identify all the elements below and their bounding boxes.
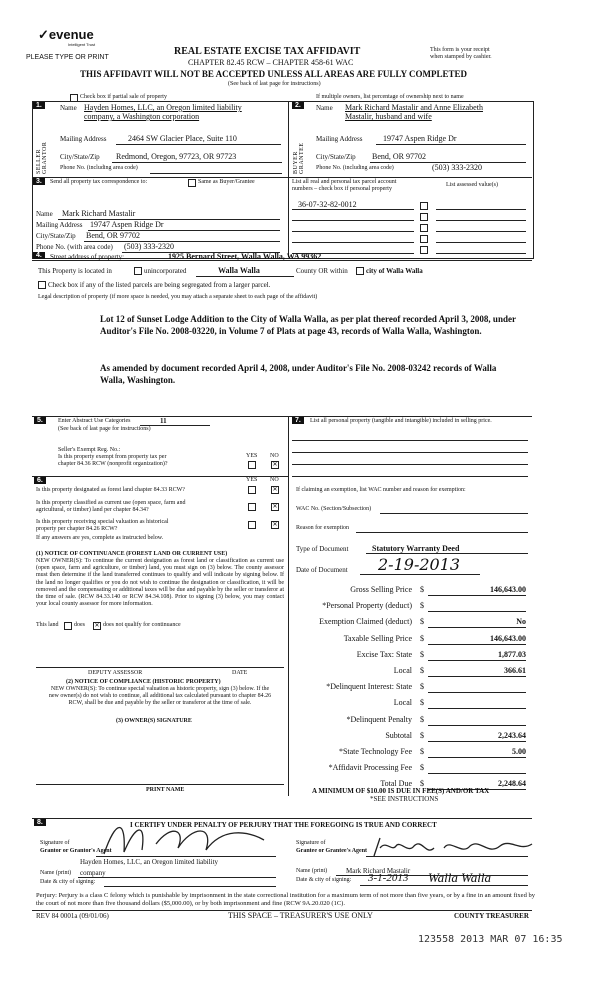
form-warning: THIS AFFIDAVIT WILL NOT BE ACCEPTED UNLESS ALL AREAS ARE FULLY COMPLETED	[80, 69, 468, 79]
city-of-checkbox[interactable]	[356, 267, 364, 275]
treasurer-space: THIS SPACE – TREASURER'S USE ONLY	[228, 911, 373, 920]
money-row-label: Taxable Selling Price	[343, 634, 412, 643]
exempt-question-1: Is this property exempt from property tax per	[58, 454, 167, 460]
see-instructions: *SEE INSTRUCTIONS	[370, 795, 439, 803]
notice-continuance-text: NEW OWNER(S): To continue the current designation as forest land or classification as current use (open space, farm and agriculture, or timber) land, you must sign on (3) below. The county assessor must then determine if the land transferred continues to qualify and will indicate by signing below. If the land no longer qualifies or you do not wish to continue the designation or classification, it will be removed and the compensating or additional taxes will be due and payable by the seller or transferor at the time of sale. (RCW 84.33.140 or RCW 84.34.108). Prior to signing (3) below, you may contact your local county assessor for more information.	[36, 558, 284, 608]
print-name-label: PRINT NAME	[146, 787, 185, 793]
money-row	[292, 698, 528, 710]
assessed-heading: List assessed value(s)	[446, 182, 498, 188]
property-county: Walla Walla	[218, 266, 260, 275]
no-header-5: NO	[270, 453, 279, 459]
parcel-2-checkbox[interactable]	[420, 213, 428, 221]
dollar-sign: $	[420, 617, 424, 626]
certify-statement: I CERTIFY UNDER PENALTY OF PERJURY THAT THE FOREGOING IS TRUE AND CORRECT	[130, 821, 437, 829]
money-row	[292, 634, 528, 646]
money-row-value: 366.61	[504, 666, 526, 675]
money-row-value: 2,248.64	[498, 779, 526, 788]
money-row-label: Exemption Claimed (deduct)	[319, 617, 412, 626]
perjury-statement: Perjury: Perjury is a class C felony which is punishable by imprisonment in the state correctional institution for a maximum term of not more than five years, or by a fine in an amount fixed by the court of not more than five thousand dollars ($5,000.00), or by both imprisonment and fine (RCW 9A.20.020 (1C).	[36, 892, 535, 907]
property-street: 1925 Bernard Street, Walla Walla, WA 99362	[168, 252, 322, 261]
grantor-name-print-label: Name (print)	[40, 870, 72, 876]
current-use-question-2: agricultural, or timber) land per chapter 84.34?	[36, 507, 149, 513]
legal-description-2: As amended by document recorded April 4, 2008, under Auditor's File No. 2008-03242 records of Walla Walla, Washington.	[100, 363, 497, 385]
reason-label: Reason for exemption	[296, 525, 349, 531]
forest-no-checkbox[interactable]: ✕	[272, 487, 278, 493]
buyer-name-2: Mastalir, husband and wife	[345, 112, 432, 121]
seller-name-label: Name	[60, 104, 77, 112]
section-3-badge: 3.	[33, 178, 45, 185]
dollar-sign: $	[420, 763, 424, 772]
money-row-label: Total Due	[380, 779, 412, 788]
buyer-mailing: 19747 Aspen Ridge Dr	[383, 134, 457, 143]
form-see-back: (See back of last page for instructions)	[228, 81, 321, 87]
money-row-label: *Delinquent Penalty	[346, 715, 412, 724]
notice-compliance-text: NEW OWNER(S): To continue special valuation as historic property, sign (3) below. If the new owner(s) do not wish to continue, all additional tax calculated pursuant to chapter 84.26 RCW, shall be due and payable by the seller or transferor at the time of sale.	[48, 686, 272, 707]
exemption-claim-label: If claiming an exemption, list WAC number and reason for exemption:	[296, 487, 466, 493]
receipt-stamp: 123558 2013 MAR 07 16:35	[418, 934, 563, 945]
grantee-city: Walla Walla	[428, 870, 491, 885]
special-valuation-question-2: property per chapter 84.26 RCW?	[36, 526, 118, 532]
special-valuation-no-checkbox[interactable]: ✕	[272, 522, 278, 528]
buyer-phone-label: Phone No. (including area code)	[316, 165, 394, 171]
located-in-label: This Property is located in	[38, 267, 112, 275]
money-row-value: 146,643.00	[490, 634, 526, 643]
money-row	[292, 617, 528, 629]
logo-brand: evenue	[48, 27, 94, 42]
parcel-4-checkbox[interactable]	[420, 235, 428, 243]
money-row	[292, 601, 528, 613]
seller-city: Redmond, Oregon, 97723, OR 97723	[116, 152, 237, 161]
notice-compliance-title: (2) NOTICE OF COMPLIANCE (HISTORIC PROPERTY)	[66, 679, 221, 685]
grantor-sig-label-2: Grantor or Grantor's Agent	[40, 848, 112, 854]
current-use-yes-checkbox[interactable]	[248, 503, 256, 511]
seller-mailing-label: Mailing Address	[60, 135, 107, 143]
tax-name: Mark Richard Mastalir	[62, 209, 136, 218]
this-land-label: This land	[36, 622, 59, 628]
money-row	[292, 666, 528, 678]
abstract-label: Enter Abstract Use Categories	[58, 418, 131, 424]
form-title: REAL ESTATE EXCISE TAX AFFIDAVIT	[174, 46, 361, 57]
personal-property-label: List all personal property (tangible and intangible) included in selling price.	[310, 418, 492, 424]
section-4-badge: 4.	[33, 252, 45, 259]
notice-continuance-title: (1) NOTICE OF CONTINUANCE (FOREST LAND OR CURRENT USE)	[36, 551, 228, 557]
section-5-badge: 5.	[34, 417, 46, 424]
dollar-sign: $	[420, 731, 424, 740]
abstract-see-back: (See back of last page for instructions)	[58, 426, 151, 432]
dollar-sign: $	[420, 666, 424, 675]
seller-city-label: City/State/Zip	[60, 153, 100, 161]
doc-date-label: Date of Document	[296, 566, 348, 574]
current-use-no-checkbox[interactable]: ✕	[272, 504, 278, 510]
form-chapter: CHAPTER 82.45 RCW – CHAPTER 458-61 WAC	[188, 58, 354, 67]
special-valuation-question-1: Is this property receiving special valuation as historical	[36, 519, 169, 525]
money-row-label: Local	[393, 698, 412, 707]
exempt-reg-label: Seller's Exempt Reg. No.:	[58, 447, 121, 453]
please-type: PLEASE TYPE OR PRINT	[26, 54, 109, 61]
unincorporated-label: unincorporated	[144, 267, 187, 275]
receipt-note-2: when stamped by cashier.	[430, 54, 492, 60]
legal-description-1: Lot 12 of Sunset Lodge Addition to the City of Walla Walla, as per plat thereof recorded April 3, 2008, under Auditor's File No. 2008-03220, in Volume 7 of Plats at page 43, records of Walla Walla, Washington.	[100, 314, 516, 336]
money-row-label: *Affidavit Processing Fee	[328, 763, 412, 772]
logo-tagline: Intelligent Trust	[68, 42, 96, 47]
money-row	[292, 650, 528, 662]
special-valuation-yes-checkbox[interactable]	[248, 521, 256, 529]
money-row	[292, 682, 528, 694]
receipt-note-1: This form is your receipt	[430, 47, 490, 53]
parcel-number: 36-07-32-82-0012	[298, 200, 357, 209]
section-6-badge: 6.	[34, 477, 46, 484]
if-yes-note: If any answers are yes, complete as instructed below.	[36, 535, 164, 541]
deputy-assessor-label: DEPUTY ASSESSOR	[88, 670, 143, 676]
grantee-name: Mark Richard Mastalir	[346, 867, 411, 875]
county-label: County OR within	[296, 267, 348, 275]
money-row-value: 5.00	[512, 747, 526, 756]
parcel-heading-1: List all real and personal tax parcel account	[292, 179, 397, 185]
section-2-badge: 2.	[292, 102, 304, 109]
logo-check-icon: ✓	[38, 27, 49, 42]
section-8-badge: 8.	[34, 819, 46, 826]
tax-city-label: City/State/Zip	[36, 232, 76, 240]
seller-phone-label: Phone No. (including area code)	[60, 165, 138, 171]
dollar-sign: $	[420, 747, 424, 756]
seller-vertical-label: SELLER GRANTOR	[36, 141, 48, 174]
money-row-value: 2,243.64	[498, 731, 526, 740]
money-row-label: Excise Tax: State	[356, 650, 412, 659]
money-row-label: Local	[393, 666, 412, 675]
logo	[38, 26, 95, 47]
tax-mailing-label: Mailing Address	[36, 221, 83, 229]
grantor-date-city-label: Date & city of signing:	[40, 879, 96, 885]
tax-phone: (503) 333-2320	[124, 242, 174, 251]
seller-name-2: company, a Washington corporation	[84, 112, 200, 121]
same-as-buyer-checkbox[interactable]	[188, 179, 196, 187]
grantee-sig-label-1: Signature of	[296, 840, 326, 846]
buyer-mailing-label: Mailing Address	[316, 135, 363, 143]
street-label: Street address of property:	[50, 253, 125, 261]
exempt-question-2: chapter 84.36 RCW (nonprofit organization)?	[58, 461, 168, 467]
dollar-sign: $	[420, 601, 424, 610]
unincorporated-checkbox[interactable]	[134, 267, 142, 275]
tax-name-label: Name	[36, 210, 53, 218]
partial-sale-label: Check box if partial sale of property	[80, 94, 167, 100]
minimum-fee-notice: A MINIMUM OF $10.00 IS DUE IN FEE(S) AND/OR TAX	[312, 787, 490, 795]
forest-question: Is this property designated as forest land chapter 84.33 RCW?	[36, 487, 185, 493]
grantee-date-label: Date & city of signing:	[296, 877, 352, 883]
segregated-label: Check box if any of the listed parcels are being segregated from a larger parcel.	[48, 281, 271, 289]
dollar-sign: $	[420, 715, 424, 724]
current-use-question-1: Is this property classified as current use (open space, farm and	[36, 500, 186, 506]
buyer-vertical-label: BUYER GRANTEE	[293, 142, 305, 174]
tax-phone-label: Phone No. (with area code)	[36, 243, 113, 251]
doc-type: Statutory Warranty Deed	[372, 544, 460, 553]
dollar-sign: $	[420, 779, 424, 788]
dollar-sign: $	[420, 585, 424, 594]
money-row-label: Gross Selling Price	[350, 585, 412, 594]
dollar-sign: $	[420, 650, 424, 659]
same-as-buyer-label: Same as Buyer/Grantee	[198, 179, 255, 185]
deputy-date-label: DATE	[232, 670, 248, 676]
forest-yes-checkbox[interactable]	[248, 486, 256, 494]
money-row	[292, 763, 528, 775]
parcel-5-checkbox[interactable]	[420, 246, 428, 254]
section-7-badge: 7.	[292, 417, 304, 424]
seller-name-1: Hayden Homes, LLC, an Oregon limited liability	[84, 103, 242, 112]
money-row-label: *Delinquent Interest: State	[326, 682, 412, 691]
abstract-value: 11	[160, 417, 167, 425]
money-row	[292, 715, 528, 727]
city-of-label: city of Walla Walla	[366, 267, 423, 275]
tax-city: Bend, OR 97702	[86, 231, 140, 240]
wac-label: WAC No. (Section/Subsection)	[296, 506, 372, 512]
money-row-label: *State Technology Fee	[338, 747, 412, 756]
money-row-value: No	[516, 617, 526, 626]
dollar-sign: $	[420, 698, 424, 707]
exempt-yes-checkbox[interactable]	[248, 461, 256, 469]
money-row-label: *Personal Property (deduct)	[322, 601, 412, 610]
land-does-not-label: does not qualify for continuance	[103, 622, 181, 628]
grantee-signature	[370, 834, 540, 864]
grantee-name-label: Name (print)	[296, 868, 328, 874]
money-row	[292, 731, 528, 743]
dollar-sign: $	[420, 682, 424, 691]
parcel-heading-2: numbers – check box if personal property	[292, 186, 392, 192]
buyer-city-label: City/State/Zip	[316, 153, 356, 161]
land-does-not-checkbox[interactable]: ✕	[94, 623, 100, 629]
parcel-1-checkbox[interactable]	[420, 202, 428, 210]
no-header-6: NO	[270, 477, 279, 483]
buyer-name-1: Mark Richard Mastalir and Anne Elizabeth	[345, 103, 483, 112]
money-row-label: Subtotal	[385, 731, 412, 740]
tax-mailing: 19747 Aspen Ridge Dr	[90, 220, 164, 229]
segregated-checkbox[interactable]	[38, 281, 46, 289]
buyer-name-label: Name	[316, 104, 333, 112]
multiple-owners-label: If multiple owners, list percentage of ownership next to name	[316, 94, 464, 100]
money-row	[292, 585, 528, 597]
grantee-date: 3-1-2013	[368, 872, 409, 884]
yes-header-6: YES	[246, 477, 258, 483]
doc-date-handwritten: 2-19-2013	[378, 555, 461, 574]
grantor-name-print: company	[80, 869, 106, 877]
exempt-no-checkbox[interactable]: ✕	[272, 462, 278, 468]
grantor-sig-label-1: Signature of	[40, 840, 70, 846]
buyer-city: Bend, OR 97702	[372, 152, 426, 161]
land-does-checkbox[interactable]	[64, 622, 72, 630]
grantor-name: Hayden Homes, LLC, an Oregon limited liability	[80, 858, 219, 866]
doc-type-label: Type of Document	[296, 545, 349, 553]
dollar-sign: $	[420, 634, 424, 643]
grantee-sig-label-2: Grantee or Grantee's Agent	[296, 848, 368, 854]
parcel-3-checkbox[interactable]	[420, 224, 428, 232]
county-treasurer: COUNTY TREASURER	[454, 912, 529, 920]
buyer-phone: (503) 333-2320	[432, 163, 482, 172]
seller-mailing: 2464 SW Glacier Place, Suite 110	[128, 134, 237, 143]
owner-signature-label: (3) OWNER(S) SIGNATURE	[116, 718, 192, 724]
money-row-value: 146,643.00	[490, 585, 526, 594]
tax-corr-label: Send all property tax correspondence to:	[50, 179, 148, 185]
money-row-value: 1,877.03	[498, 650, 526, 659]
money-row	[292, 747, 528, 759]
land-does-label: does	[74, 622, 85, 628]
legal-label: Legal description of property (if more space is needed, you may attach a separate sheet to each page of the affidavit)	[38, 294, 318, 300]
section-1-badge: 1.	[33, 102, 45, 109]
yes-header-5: YES	[246, 453, 258, 459]
form-revision: REV 84 0001a (09/01/06)	[36, 912, 109, 920]
